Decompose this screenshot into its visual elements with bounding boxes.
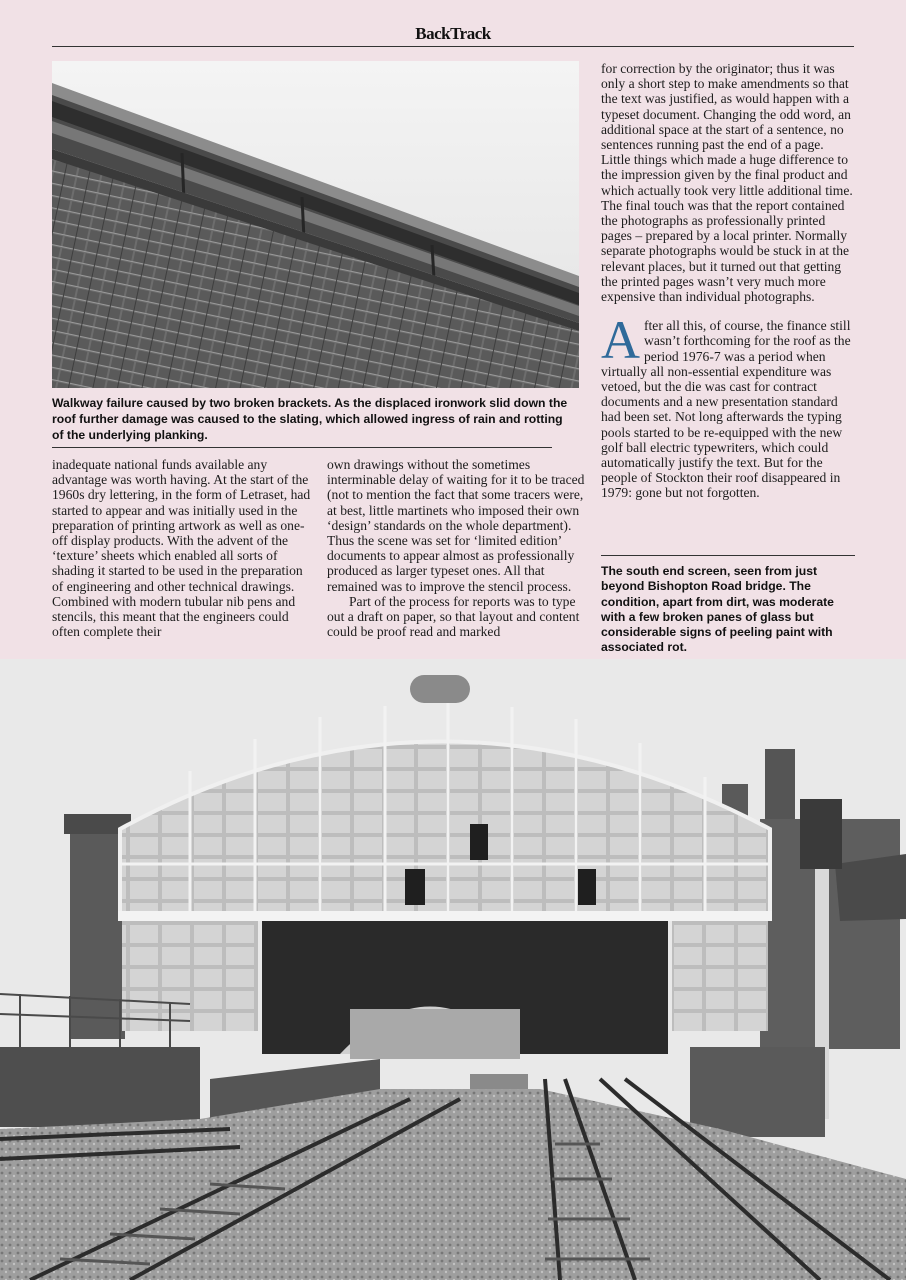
masthead: BackTrack	[415, 24, 491, 43]
column-middle	[327, 457, 585, 639]
column-left	[52, 457, 312, 639]
right-column-paragraph-1: for correction by the originator; thus it was only a short step to make amendments so that the text was justified, as would happen with a typeset document. Changing the odd word, an additional space at the start of a sentence, no sentences running past the end of a page. Little things which made a huge difference to the impression given by the final product and which actually took very little additional time. The final touch was that the report contained the photographs as professionally printed pages – prepared by a local printer. Normally separate photographs would be stuck in at the relevant places, but it turned out that getting the printed pages wasn’t very much more expensive than individual photographs.	[601, 61, 853, 305]
top-photo-caption: Walkway failure caused by two broken brackets. As the displaced ironwork slid down the roof further damage was caused to the slating, which allowed ingress of rain and rotting of the underlying planking.	[52, 396, 568, 442]
middle-column-paragraph-1: own drawings without the sometimes interminable delay of waiting for it to be traced (not to mention the fact that some tracers were, at best, little martinets who imposed their own ‘design’ standards on the whole department). Thus the scene was set for ‘limited edition’ documents to appear almost as professionally produced as larger typeset ones. All that remained was to improve the stencil process.	[327, 457, 585, 594]
bottom-photo-caption: The south end screen, seen from just beyond Bishopton Road bridge. The condition, apart from dirt, was moderate with a few broken panes of glass but considerable signs of peeling paint with associated rot.	[601, 564, 834, 655]
middle-column-paragraph-2: Part of the process for reports was to type out a draft on paper, so that layout and content could be proof read and marked	[327, 593, 580, 640]
bottom-caption-rule	[601, 555, 855, 556]
left-column-paragraph: inadequate national funds available any advantage was worth having. At the start of the 1960s dry lettering, in the form of Letraset, had started to appear and was initially used in the preparation of printing artwork as well as one-off display products. With the advent of the ‘texture’ sheets which enabled all sorts of shading it started to be used in the preparation of engineering and other technical drawings. Combined with modern tubular nib pens and stencils, this meant that the engineers could often complete their	[52, 457, 311, 640]
caption-rule	[52, 447, 552, 448]
station-photo	[0, 659, 906, 1280]
roof-photo	[52, 61, 579, 388]
column-right	[601, 61, 855, 501]
right-column-paragraph-2-text: fter all this, of course, the finance still wasn’t forthcoming for the roof as the period 1976-7 was a period when virtually all non-essential expenditure was vetoed, but the die was cast for contract documents and a new presentation standard had been set. Not long afterwards the typing pools started to be re-equipped with the new golf ball electric typewriters, which could automatically justify the text. But for the people of Stockton their roof disappeared in 1979: gone but not forgotten.	[601, 318, 851, 501]
header-rule	[52, 46, 854, 47]
drop-cap: A	[601, 310, 640, 371]
right-column-paragraph-2	[601, 310, 855, 501]
